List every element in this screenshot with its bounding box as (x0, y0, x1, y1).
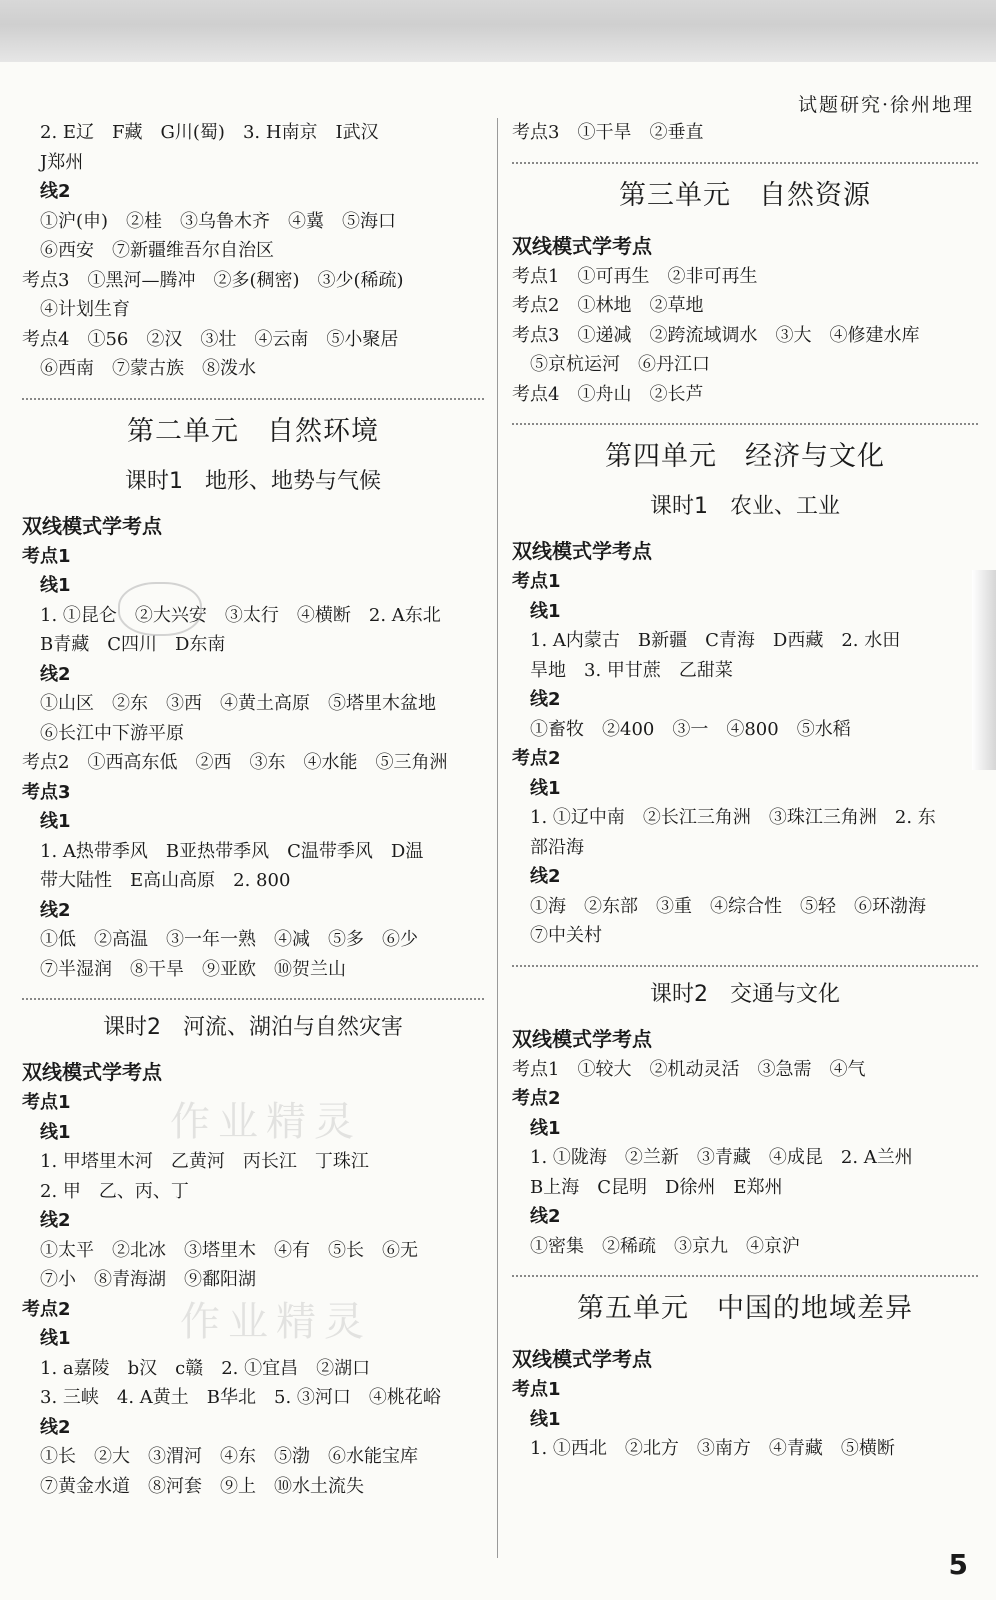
answer-line: ①太平 ②北冰 ③塔里木 ④有 ⑤长 ⑥无 (40, 1239, 418, 1261)
answer-line: 2. 甲 乙、丙、丁 (40, 1180, 189, 1202)
answer-line: 1. A内蒙古 B新疆 C青海 D西藏 2. 水田 (530, 630, 901, 651)
answer-line: 考点1 ①较大 ②机动灵活 ③急需 ④气 (512, 1058, 866, 1080)
answer-line: ①沪(申) ②桂 ③乌鲁木齐 ④冀 ⑤海口 (40, 210, 397, 232)
homework-stamp (118, 582, 202, 636)
section-heading: 双线模式学考点 (512, 1026, 652, 1051)
answer-line: 1. ①西北 ②北方 ③南方 ④青藏 ⑤横断 (530, 1438, 895, 1459)
watermark-text: 作业精灵 (170, 1099, 362, 1145)
answer-line: B青藏 C四川 D东南 (40, 634, 226, 655)
lesson-title: 课时1 地形、地势与气候 (125, 468, 381, 494)
section-heading: 双线模式学考点 (22, 1060, 162, 1084)
answer-line: ①长 ②大 ③渭河 ④东 ⑤渤 ⑥水能宝库 (40, 1446, 418, 1467)
line-label: 线2 (40, 899, 71, 921)
answer-line: ⑦半湿润 ⑧干旱 ⑨亚欧 ⑩贺兰山 (40, 958, 346, 980)
line-label: 线1 (40, 1328, 71, 1349)
answer-line: ⑦小 ⑧青海湖 ⑨鄱阳湖 (40, 1269, 256, 1290)
line-label: 线1 (40, 811, 71, 832)
answer-line: 考点3 ①递减 ②跨流域调水 ③大 ④修建水库 (512, 324, 920, 346)
answer-line: 考点4 ①56 ②汉 ③壮 ④云南 ⑤小聚居 (22, 328, 399, 350)
line-label: 线2 (530, 866, 561, 887)
line-label: 线2 (40, 181, 71, 202)
answer-line: ①低 ②高温 ③一年一熟 ④减 ⑤多 ⑥少 (40, 929, 418, 950)
answer-line: B上海 C昆明 D徐州 E郑州 (530, 1176, 783, 1198)
answer-line: ①畜牧 ②400 ③一 ④800 ⑤水稻 (530, 718, 851, 740)
answer-line: 1. ①陇海 ②兰新 ③青藏 ④成昆 2. A兰州 (530, 1147, 913, 1168)
line-label: 线1 (530, 600, 561, 622)
page-header-title: 试题研究·徐州地理 (797, 94, 974, 116)
answer-line: 1. a嘉陵 b汉 c赣 2. ①宜昌 ②湖口 (40, 1357, 371, 1379)
answer-line: J郑州 (40, 151, 84, 173)
answer-line: 带大陆性 E高山高原 2. 800 (40, 870, 291, 891)
kaodian-label: 考点1 (512, 1379, 561, 1400)
line-label: 线2 (530, 1206, 561, 1227)
section-divider (512, 423, 978, 425)
lesson-title: 课时1 农业、工业 (650, 494, 840, 519)
unit-title: 第五单元 中国的地域差异 (577, 1293, 913, 1324)
answer-line: ①山区 ②东 ③西 ④黄土高原 ⑤塔里木盆地 (40, 693, 436, 714)
answer-line: 考点1 ①可再生 ②非可再生 (512, 265, 758, 287)
line-label: 线1 (530, 1408, 561, 1430)
answer-line: 3. 三峡 4. A黄土 B华北 5. ③河口 ④桃花峪 (40, 1387, 441, 1408)
answer-line: 考点3 ①干旱 ②垂直 (512, 122, 704, 143)
unit-title: 第四单元 经济与文化 (605, 441, 885, 472)
column-divider (497, 118, 498, 1558)
kaodian-label: 考点1 (22, 1092, 71, 1113)
line-label: 线2 (40, 1416, 71, 1438)
answer-line: ⑤京杭运河 ⑥丹江口 (530, 354, 710, 375)
kaodian-label: 考点1 (512, 571, 561, 592)
answer-line: 1. ①昆仑 ②大兴安 ③太行 ④横断 2. A东北 (40, 604, 441, 626)
page-number: 5 (948, 1548, 968, 1581)
answer-line: 1. A热带季风 B亚热带季风 C温带季风 D温 (40, 840, 424, 862)
line-label: 线1 (40, 1121, 71, 1143)
kaodian-label: 考点3 (22, 781, 71, 803)
section-divider (22, 398, 484, 400)
kaodian-label: 考点2 (512, 1088, 561, 1109)
answer-line: 旱地 3. 甲甘蔗 乙甜菜 (530, 659, 733, 681)
answer-line: 考点2 ①西高东低 ②西 ③东 ④水能 ⑤三角洲 (22, 752, 448, 773)
line-label: 线2 (40, 663, 71, 685)
watermark-text: 作业精灵 (180, 1299, 372, 1345)
lesson-title: 课时2 河流、湖泊与自然灾害 (103, 1015, 403, 1040)
answer-line: 1. 甲塔里木河 乙黄河 丙长江 丁珠江 (40, 1151, 369, 1172)
answer-line: ①海 ②东部 ③重 ④综合性 ⑤轻 ⑥环渤海 (530, 895, 926, 917)
section-divider (512, 965, 978, 967)
line-label: 线1 (530, 777, 561, 799)
section-heading: 双线模式学考点 (512, 539, 652, 563)
answer-line: ⑦中关村 (530, 925, 602, 946)
answer-line: ⑥长江中下游平原 (40, 722, 184, 744)
line-label: 线1 (530, 1117, 561, 1139)
section-heading: 双线模式学考点 (22, 513, 162, 538)
section-divider (512, 1275, 978, 1277)
answer-line: ④计划生育 (40, 299, 130, 320)
unit-title: 第二单元 自然环境 (127, 415, 379, 447)
answer-line: 考点3 ①黑河—腾冲 ②多(稠密) ③少(稀疏) (22, 269, 404, 291)
kaodian-label: 考点2 (512, 748, 561, 769)
section-divider (22, 998, 484, 1000)
answer-line: 考点4 ①舟山 ②长芦 (512, 383, 704, 405)
right-column (512, 118, 978, 1464)
answer-line: ⑦黄金水道 ⑧河套 ⑨上 ⑩水土流失 (40, 1475, 364, 1497)
kaodian-label: 考点1 (22, 545, 71, 567)
answer-line: 2. E辽 F藏 G川(蜀) 3. H南京 I武汉 (40, 122, 379, 143)
lesson-title: 课时2 交通与文化 (650, 981, 840, 1007)
section-heading: 双线模式学考点 (512, 1347, 652, 1371)
answer-line: 1. ①辽中南 ②长江三角洲 ③珠江三角洲 2. 东 (530, 807, 936, 828)
section-heading: 双线模式学考点 (512, 233, 652, 258)
answer-line: ⑥西南 ⑦蒙古族 ⑧泼水 (40, 358, 256, 379)
answer-line: 部沿海 (530, 836, 584, 858)
answer-line: ⑥西安 ⑦新疆维吾尔自治区 (40, 240, 274, 261)
answer-line: 考点2 ①林地 ②草地 (512, 295, 704, 316)
kaodian-label: 考点2 (22, 1298, 71, 1320)
unit-title: 第三单元 自然资源 (619, 179, 871, 211)
answer-line: ①密集 ②稀疏 ③京九 ④京沪 (530, 1235, 800, 1257)
section-divider (512, 162, 978, 164)
line-label: 线1 (40, 575, 71, 596)
top-scan-band (0, 0, 996, 62)
line-label: 线2 (40, 1210, 71, 1231)
line-label: 线2 (530, 689, 561, 710)
